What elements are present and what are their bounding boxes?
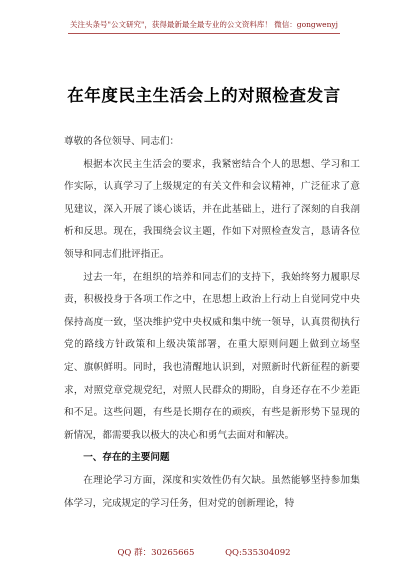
greeting: 尊敬的各位领导、同志们： bbox=[64, 136, 180, 147]
document-title: 在年度民主生活会上的对照检查发言 bbox=[67, 86, 341, 105]
footer-qq: QQ:535304092 bbox=[225, 548, 291, 558]
header-promo-text: 关注头条号"公文研究"，获得最新最全最专业的公文资料库！ 微信：gongwenyj bbox=[70, 20, 338, 29]
section-heading: 一、存在的主要问题 bbox=[83, 452, 170, 464]
body-paragraph: 根据本次民主生活会的要求，我紧密结合个人的思想、学习和工作实际，认真学习了上级规定的有关文件和会议精神，广泛征求了意见建议，深入开展了谈心谈话，并在此基础上，进行了深刻的自我剖析和反思。现在，我围绕会议主题，作如下对照检查发言，恳请各位领导和同志们批评指正。 bbox=[64, 158, 360, 260]
body-paragraph: 在理论学习方面，深度和实效性仍有欠缺。虽然能够坚持参加集体学习，完成规定的学习任务，但对党的创新理论，特 bbox=[64, 474, 360, 509]
document-body bbox=[64, 131, 360, 515]
footer-qq-group: QQ 群：30265665 bbox=[117, 548, 195, 558]
header-divider bbox=[68, 33, 340, 34]
body-paragraph: 过去一年，在组织的培养和同志们的支持下，我始终努力履职尽责，积极投身于各项工作之中，在思想上政治上行动上自觉同党中央保持高度一致，坚决维护党中央权威和集中统一领导，认真贯彻执行党的路线方针政策和上级决策部署，在重大原则问题上做到立场坚定、旗帜鲜明。同时，我也清醒地认识到，对照新时代新征程的新要求，对照党章党规党纪，对照人民群众的期盼，自身还存在不少差距和不足。这些问题，有些是长期存在的顽疾，有些是新形势下显现的新情况，都需要我以极大的决心和勇气去面对和解决。 bbox=[64, 271, 360, 441]
footer-contact bbox=[0, 546, 408, 558]
